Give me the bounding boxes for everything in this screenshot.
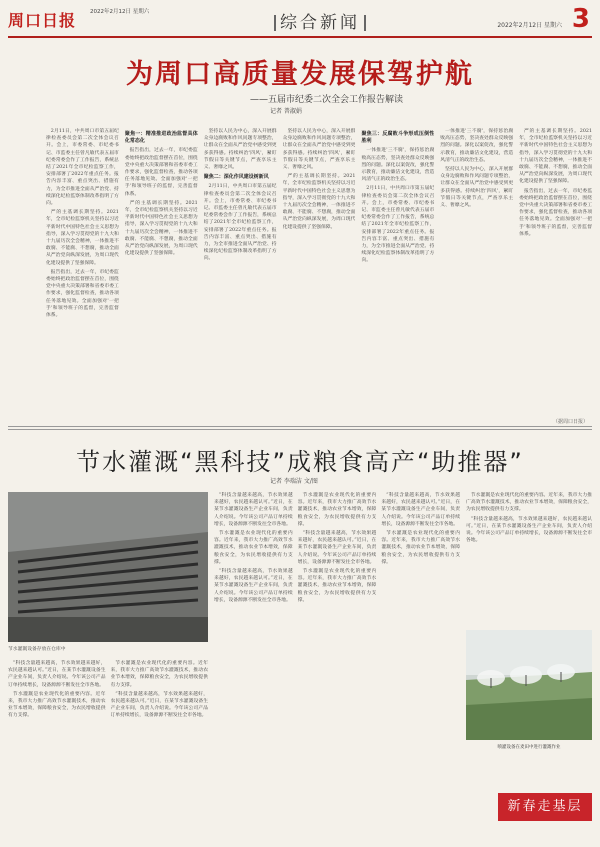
article2-column: [298, 492, 377, 837]
section-bar: [364, 15, 366, 31]
article1-paragraph: 一体推进'三不腐'，保持惩治腐败高压态势，坚决查处群众反映强烈的问题。深化以案促改，强化警示教育，推动廉洁文化建设，营造风清气正的政治生态。: [440, 129, 514, 163]
article1-paragraph: 坚持以人民为中心，深入开展群众身边腐败和作风问题专项整治，让群众在全面从严治党中感受到更多获得感。持续纠治'四风'，紧盯节假日等关键节点，严查享乐主义、奢靡之风。: [440, 167, 514, 209]
irrigation-photo: [466, 630, 592, 740]
article2-paragraph: “科技含量越来越高，节水效果越来越好，农民越来越认可。”近日，在某节水灌溉设备生产企业车间，负责人介绍说。今年该公司产品订单持续增长，设备源源不断发往全市各地。: [466, 516, 592, 544]
publication-info: 2022年2月12日 星期六: [90, 9, 150, 15]
article1-headline: 为周口高质量发展保驾护航: [126, 59, 474, 90]
article2-paragraph: “科技含量越来越高，节水效果越来越好，农民越来越认可。”近日，在某节水灌溉设备生产企业车间，负责人介绍说。今年该公司产品订单持续增长，设备源源不断发往全市各地。: [214, 493, 293, 527]
article1-column: [283, 128, 356, 418]
newspaper-logo: 周口日报: [8, 11, 77, 30]
article2-paragraph: 节水灌溉是农业现代化的重要内容。近年来，我市大力推广高效节水灌溉技术，推动农业节本增效，保障粮食安全，为农民增收提供有力支撑。: [297, 569, 377, 603]
article1-paragraph: 坚持以人民为中心，深入开展群众身边腐败和作风问题专项整治，让群众在全面从严治党中感受到更多获得感。持续纠治'四风'，紧盯节假日等关键节点，严查享乐主义、奢靡之风。: [203, 129, 277, 171]
article1-column: [519, 128, 592, 418]
article1-footnote: （据周口日报）: [552, 419, 588, 425]
article1-section-head: 聚焦二：深化作风建设树新风: [203, 174, 269, 181]
article1-column: [440, 128, 513, 418]
masthead: [8, 6, 592, 38]
article2-headline: 节水灌溉“黑科技”成粮食高产“助推器”: [76, 448, 524, 476]
article2-paragraph: “科技含量越来越高，节水效果越来越好，农民越来越认可。”近日，在某节水灌溉设备生产企业车间，负责人介绍说。今年该公司产品订单持续增长，设备源源不断发往全市各地。: [110, 691, 208, 719]
warehouse-photo-image: [8, 492, 208, 642]
section-name: [270, 8, 370, 33]
article1-body: [46, 128, 592, 418]
article2-paragraph: 节水灌溉是农业现代化的重要内容。近年来，我市大力推广高效节水灌溉技术，推动农业节本增效，保障粮食安全，为农民增收提供有力支撑。: [466, 493, 592, 513]
article2-paragraph: “科技含量越来越高，节水效果越来越好，农民越来越认可。”近日，在某节水灌溉设备生产企业车间，负责人介绍说。今年该公司产品订单持续增长，设备源源不断发往全市各地。: [297, 531, 377, 565]
article1-column: [46, 128, 119, 418]
issue-date: 2022年2月12日 星期六: [497, 22, 562, 29]
article2-column: [381, 492, 460, 837]
article1-paragraph: 严的主基调长期坚持。2021年，全市纪检监察机关坚持以习近平新时代中国特色社会主义思想为指导，深入学习贯彻党的十九大和十九届历次全会精神，一体推进不敢腐、不能腐、不想腐，推动全面从严治党向纵深发展，为周口现代化建设提供了坚强保障。: [282, 174, 356, 230]
article1-column: [125, 128, 198, 418]
article2-column: [111, 660, 209, 840]
article2-column: [8, 660, 106, 840]
article1-subtitle: ——五届市纪委二次全会工作报告解读: [250, 95, 404, 105]
article2-body-left: [8, 660, 208, 840]
article1-paragraph: 报告指出，过去一年，市纪委监委始终把政治监督摆在首位，围绕党中央重大决策部署和省委市委工作要求，强化监督检查，推动各项任务落地见效。全面加强对'一把手'和领导班子的监督，完善监督体系。: [46, 269, 119, 319]
article-divider: [8, 429, 592, 430]
article1-section-head: 聚焦一：精准推进政治监督具体化常态化: [124, 131, 198, 145]
article1-paragraph: 严的主基调长期坚持。2021年，全市纪检监察机关坚持以习近平新时代中国特色社会主义思想为指导，深入学习贯彻党的十九大和十九届历次全会精神，一体推进不敢腐、不能腐、不想腐，推动全面从严治党向纵深发展，为周口现代化建设提供了坚强保障。: [124, 200, 198, 257]
article1-byline: 记者 普淑娟: [270, 108, 302, 115]
article2-paragraph: 节水灌溉是农业现代化的重要内容。近年来，我市大力推广高效节水灌溉技术，推动农业节本增效，保障粮食安全，为农民增收提供有力支撑。: [297, 493, 377, 527]
article1-column: [361, 128, 434, 418]
article1-paragraph: 一体推进'三不腐'，保持惩治腐败高压态势，坚决查处群众反映强烈的问题。深化以案促改，强化警示教育，推动廉洁文化建设，营造风清气正的政治生态。: [361, 148, 435, 183]
section-label: 综合新闻: [280, 13, 360, 33]
article1-paragraph: 严的主基调长期坚持。2021年，全市纪检监察机关坚持以习近平新时代中国特色社会主义思想为指导，深入学习贯彻党的十九大和十九届历次全会精神，一体推进不敢腐、不能腐、不想腐，推动全面从严治党向纵深发展，为周口现代化建设提供了坚强保障。: [46, 210, 119, 266]
section-bar: [274, 15, 276, 31]
article2-paragraph: 节水灌溉是农业现代化的重要内容。近年来，我市大力推广高效节水灌溉技术，推动农业节本增效，保障粮食安全，为农民增收提供有力支撑。: [214, 531, 293, 565]
irrigation-photo-image: [466, 630, 592, 740]
article1-paragraph: 坚持以人民为中心，深入开展群众身边腐败和作风问题专项整治，让群众在全面从严治党中感受到更多获得感。持续纠治'四风'，紧盯节假日等关键节点，严查享乐主义、奢靡之风。: [282, 129, 356, 171]
article1-paragraph: 2月11日，中共周口市第五届纪律检查委员会第二次全体会议召开。会上，市委常委、市纪委书记、市监委主任曾凡敏代表五届市纪委常委会作了工作报告，系统总结了2021年全市纪检监察工作，安排部署了2022年重点任务。报告内容丰富、重点突出、措施有力，为全市推进全面从严治党、持续深化纪检监察体制改革指明了方向。: [46, 129, 119, 207]
article-divider: [8, 426, 592, 427]
article2-paragraph: “科技含量越来越高，节水效果越来越好，农民越来越认可。”近日，在某节水灌溉设备生产企业车间，负责人介绍说。今年该公司产品订单持续增长，设备源源不断发往全市各地。: [8, 661, 106, 688]
article1-paragraph: 报告指出，过去一年，市纪委监委始终把政治监督摆在首位，围绕党中央重大决策部署和省委市委工作要求，强化监督检查，推动各项任务落地见效。全面加强对'一把手'和领导班子的监督，完善监督体系。: [519, 188, 593, 237]
article2-paragraph: “科技含量越来越高，节水效果越来越好，农民越来越认可。”近日，在某节水灌溉设备生产企业车间，负责人介绍说。今年该公司产品订单持续增长，设备源源不断发往全市各地。: [381, 493, 461, 527]
photo-caption: 喷灌设备在麦田中进行灌溉作业: [497, 745, 561, 750]
article1-column: [204, 128, 277, 418]
article2-byline: 记者 李瑞洁 文/图: [270, 478, 318, 485]
article1-section-head: 聚焦三：反腐败斗争形成压倒性胜利: [361, 131, 435, 145]
article2-column: [466, 492, 592, 628]
article2-body: [214, 492, 460, 837]
column-stamp: 新春走基层: [498, 793, 592, 821]
article1-paragraph: 2月11日，中共周口市第五届纪律检查委员会第二次全体会议召开。会上，市委常委、市纪委书记、市监委主任曾凡敏代表五届市纪委常委会作了工作报告，系统总结了2021年全市纪检监察工作，安排部署了2022年重点任务。报告内容丰富、重点突出、措施有力，为全市推进全面从严治党、持续深化纪检监察体制改革指明了方向。: [361, 186, 435, 264]
photo-caption: 节水灌溉设备存放在仓库中: [8, 647, 66, 652]
article1-paragraph: 报告指出，过去一年，市纪委监委始终把政治监督摆在首位，围绕党中央重大决策部署和省委市委工作要求，强化监督检查，推动各项任务落地见效。全面加强对'一把手'和领导班子的监督，完善监督体系。: [124, 148, 198, 197]
article1-paragraph: 2月11日，中共周口市第五届纪律检查委员会第二次全体会议召开。会上，市委常委、市纪委书记、市监委主任曾凡敏代表五届市纪委常委会作了工作报告，系统总结了2021年全市纪检监察工作，安排部署了2022年重点任务。报告内容丰富、重点突出、措施有力，为全市推进全面从严治党、持续深化纪检监察体制改革指明了方向。: [203, 184, 277, 262]
article2-paragraph: 节水灌溉是农业现代化的重要内容。近年来，我市大力推广高效节水灌溉技术，推动农业节本增效，保障粮食安全，为农民增收提供有力支撑。: [381, 531, 461, 565]
warehouse-photo: [8, 492, 208, 642]
article1-paragraph: 严的主基调长期坚持。2021年，全市纪检监察机关坚持以习近平新时代中国特色社会主义思想为指导，深入学习贯彻党的十九大和十九届历次全会精神，一体推进不敢腐、不能腐、不想腐，推动全面从严治党向纵深发展，为周口现代化建设提供了坚强保障。: [519, 129, 593, 185]
page-number: 3: [571, 4, 590, 34]
article2-column: [214, 492, 293, 837]
article2-paragraph: “科技含量越来越高，节水效果越来越好，农民越来越认可。”近日，在某节水灌溉设备生产企业车间，负责人介绍说。今年该公司产品订单持续增长，设备源源不断发往全市各地。: [214, 569, 293, 603]
article2-paragraph: 节水灌溉是农业现代化的重要内容。近年来，我市大力推广高效节水灌溉技术，推动农业节本增效，保障粮食安全，为农民增收提供有力支撑。: [8, 691, 106, 719]
article2-paragraph: 节水灌溉是农业现代化的重要内容。近年来，我市大力推广高效节水灌溉技术，推动农业节本增效，保障粮食安全，为农民增收提供有力支撑。: [110, 661, 208, 688]
